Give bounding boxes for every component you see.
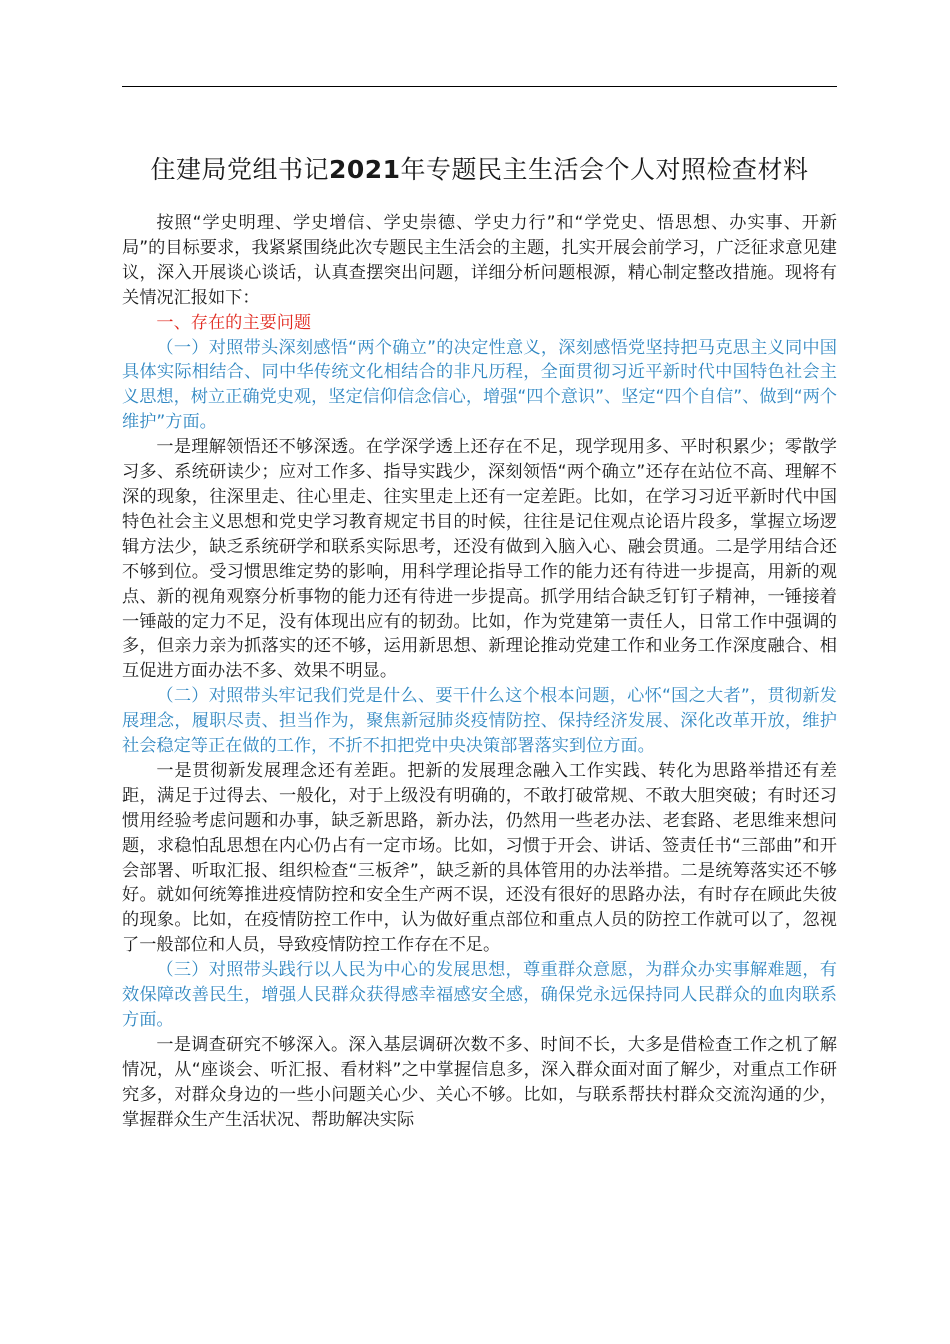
subsection-heading-3: （三）对照带头践行以人民为中心的发展思想，尊重群众意愿，为群众办实事解难题，有效保障改善民生，增强人民群众获得感幸福感安全感，确保党永远保持同人民群众的血肉联系方面。 bbox=[122, 960, 837, 1030]
title-year: 2021 bbox=[328, 155, 401, 184]
document-title bbox=[122, 150, 837, 190]
section-heading-problems: 一、存在的主要问题 bbox=[156, 312, 312, 333]
intro-paragraph: 按照“学史明理、学史增信、学史崇德、学史力行”和“学党史、悟思想、办实事、开新局”的目标要求，我紧紧围绕此次专题民主生活会的主题，扎实开展会前学习，广泛征求意见建议，深入开展谈心谈话，认真查摆突出问题，详细分析问题根源，精心制定整改措施。现将有关情况汇报如下： bbox=[122, 213, 837, 308]
document-body bbox=[122, 211, 837, 1133]
subsection-body-1: 一是理解领悟还不够深透。在学深学透上还存在不足，现学现用多、平时积累少；零散学习多、系统研读少；应对工作多、指导实践少，深刻领悟“两个确立”还存在站位不高、理解不深的现象，往深里走、往心里走、往实里走上还有一定差距。比如，在学习习近平新时代中国特色社会主义思想和党史学习教育规定书目的时候，往往是记住观点论语片段多，掌握立场逻辑方法少，缺乏系统研学和联系实际思考，还没有做到入脑入心、融会贯通。二是学用结合还不够到位。受习惯思维定势的影响，用科学理论指导工作的能力还有待进一步提高，用新的观点、新的视角观察分析事物的能力还有待进一步提高。抓学用结合缺乏钉钉子精神，一锤接着一锤敲的定力不足，没有体现出应有的韧劲。比如，作为党建第一责任人，日常工作中强调的多，但亲力亲为抓落实的还不够，运用新思想、新理论推动党建工作和业务工作深度融合、相互促进方面办法不多、效果不明显。 bbox=[122, 437, 837, 682]
subsection-body-2: 一是贯彻新发展理念还有差距。把新的发展理念融入工作实践、转化为思路举措还有差距，满足于过得去、一般化，对于上级没有明确的，不敢打破常规、不敢大胆突破；有时还习惯用经验考虑问题和办事，缺乏新思路，新办法，仍然用一些老办法、老套路、老思维来想问题，求稳怕乱思想在内心仍占有一定市场。比如，习惯于开会、讲话、签责任书“三部曲”和开会部署、听取汇报、组织检查“三板斧”，缺乏新的具体管用的办法举措。二是统筹落实还不够好。就如何统筹推进疫情防控和安全生产两不误，还没有很好的思路办法，有时存在顾此失彼的现象。比如，在疫情防控工作中，认为做好重点部位和重点人员的防控工作就可以了，忽视了一般部位和人员，导致疫情防控工作存在不足。 bbox=[122, 760, 837, 956]
title-prefix: 住建局党组书记 bbox=[150, 155, 329, 184]
subsection-heading-2: （二）对照带头牢记我们党是什么、要干什么这个根本问题，心怀“国之大者”，贯彻新发展理念，履职尽责、担当作为，聚焦新冠肺炎疫情防控、保持经济发展、深化改革开放，维护社会稳定等正在做的工作，不折不扣把党中央决策部署落实到位方面。 bbox=[122, 686, 837, 757]
title-suffix: 年专题民主生活会个人对照检查材料 bbox=[400, 155, 809, 184]
header-rule bbox=[122, 86, 837, 87]
subsection-body-3: 一是调查研究不够深入。深入基层调研次数不多、时间不长，大多是借检查工作之机了解情况，从“座谈会、听汇报、看材料”之中掌握信息多，深入群众面对面了解少，对重点工作研究多，对群众身边的一些小问题关心少、关心不够。比如，与联系帮扶村群众交流沟通的少，掌握群众生产生活状况、帮助解决实际 bbox=[122, 1034, 837, 1130]
subsection-heading-1: （一）对照带头深刻感悟“两个确立”的决定性意义，深刻感悟党坚持把马克思主义同中国具体实际相结合、同中华传统文化相结合的非凡历程，全面贯彻习近平新时代中国特色社会主义思想，树立正确党史观，坚定信仰信念信心，增强“四个意识”、坚定“四个自信”、做到“两个维护”方面。 bbox=[122, 337, 837, 433]
